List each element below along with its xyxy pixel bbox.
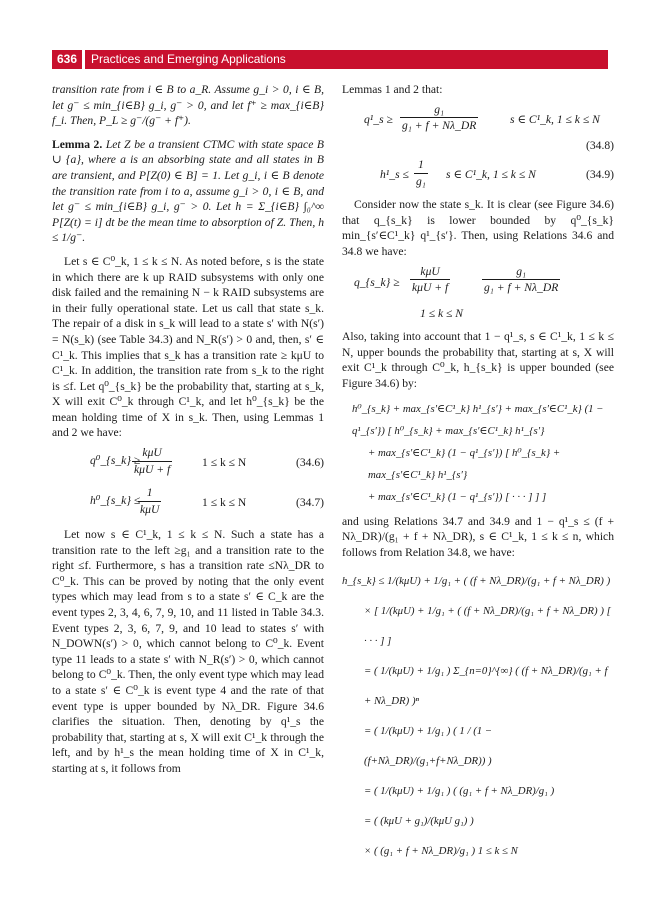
paragraph: and using Relations 34.7 and 34.9 and 1 − q¹_s ≤ (f + Nλ_DR)/(g₁ + f + Nλ_DR), s ∈ C¹_k, 1 ≤ k ≤ n, which follows from Relation 34.8, we have: (342, 514, 614, 559)
eq-line: h⁰_{s_k} + max_{s′∈C¹_k} h¹_{s′} + max_{s′∈C¹_k} (1 − q¹_{s′}) [ h⁰_{s_k} + max_{s′∈C¹_k} h¹_{s′} (352, 402, 604, 437)
equation-q-bound (342, 264, 614, 304)
equation-34-7 (52, 485, 324, 521)
eq-condition: s ∈ C¹_k, 1 ≤ k ≤ N (446, 168, 536, 182)
eq-fraction (482, 264, 560, 296)
eq-number: (34.6) (295, 456, 324, 470)
denominator: g₁ + f + Nλ_DR (402, 119, 477, 133)
equation-h-bound (342, 398, 614, 508)
eq-line: = ( 1/(kμU) + 1/g₁ ) ( (g₁ + f + Nλ_DR)/g₁ ) (364, 785, 555, 798)
eq-lhs: h¹_s ≤ (380, 168, 409, 182)
eq-lhs: q⁰_{s_k} ≥ (90, 454, 141, 468)
numerator: 1 (138, 485, 161, 502)
denominator: g₁ (416, 174, 426, 188)
lemma-2 (52, 137, 324, 246)
lead-text: Lemmas 1 and 2 that: (342, 83, 443, 96)
eq-line: h_{s_k} ≤ 1/(kμU) + 1/g₁ + ( (f + Nλ_DR)/(g₁ + f + Nλ_DR) ) (342, 575, 611, 588)
eq-line: × ( (g₁ + f + Nλ_DR)/g₁ ) 1 ≤ k ≤ N (364, 845, 518, 858)
numerator: kμU (410, 264, 450, 281)
page-number: 636 (52, 50, 82, 69)
eq-number: (34.8) (585, 138, 614, 152)
paragraph: Let s ∈ C⁰_k, 1 ≤ k ≤ N. As noted before, s is the state in which there are k up RAID subsystems with only one disk failed and the remaining N − k RAID subsystems are in their fully operational state. Let us call that state s_k. The repair of a disk in s_k will lead to a state s′ with N(s′) = N(s_k) (see Table 34.3) and N_R(s′) > 0 and, then, s′ ∈ C¹_k. This implies that s_k has a transition rate ≥ kμU to C¹_k. In addition, the transition rate from s_k to the right is ≤f. Let q⁰_{s_k} be the probability that, starting at s_k, X will exit C⁰_k through C¹_k, and let h⁰_{s_k} be the mean holding time of X in s_k. Then, using Lemmas 1 and 2 we have: (52, 254, 324, 440)
paragraph: Let now s ∈ C¹_k, 1 ≤ k ≤ N. Such a state has a transition rate to the left ≥g₁ and a transition rate to the right ≤f. Furthermore, s has a transition rate ≤Nλ_DR to C⁰_k. This can be proved by noting that the only event types which may lead from s to a state s′ ∈ C_k are the event types 2, 3, 4, 6, 7, 9, 10, and 11 listed in Table 34.3. Event types 2, 3, 6, 7, 9, and 10 lead to states s′ with N_DOWN(s′) > 0, which cannot belong to C⁰_k. Event type 11 leads to a state s′ with N_R(s′) > 0, which cannot belong to C⁰_k. Then, the only event type which may lead to a state s′ ∈ C⁰_k is event type 4 and the rate of that event type is upper bounded by Nλ_DR. Figure 34.6 clarifies the situation. Then, denoting by q¹_s the probability that, starting at s, X will exit C¹_k through the left, and by h¹_s the mean holding time of X in C¹_k, starting at s, it follows from (52, 528, 324, 775)
eq-fraction (414, 157, 428, 189)
eq-number: (34.7) (295, 496, 324, 510)
denominator: kμU + f (134, 462, 171, 476)
eq-condition: s ∈ C¹_k, 1 ≤ k ≤ N (510, 112, 600, 126)
numerator: 1 (414, 157, 428, 174)
eq-fraction (138, 485, 161, 517)
equation-34-6 (52, 445, 324, 481)
eq-lhs: h⁰_{s_k} ≤ (90, 494, 141, 508)
eq-condition: 1 ≤ k ≤ N (420, 306, 463, 320)
intro-text: transition rate from i ∈ B to a_R. Assume g_i > 0, i ∈ B, let g⁻ ≤ min_{i∈B} g_i, g⁻ > 0, and let f⁺ ≥ max_{i∈B} f_i. Then, P_L ≥ g⁻/(g⁻ + f⁺). (52, 83, 324, 128)
denominator: g₁ + f + Nλ_DR (484, 281, 559, 295)
eq-lhs: q_{s_k} ≥ (354, 275, 400, 289)
eq-condition: 1 ≤ k ≤ N (202, 456, 247, 470)
eq-fraction (410, 264, 450, 296)
running-title: Practices and Emerging Applications (85, 50, 608, 69)
eq-fraction (400, 102, 478, 134)
denominator: kμU (140, 502, 160, 516)
equation-34-8 (342, 102, 614, 138)
eq-line: + max_{s′∈C¹_k} (1 − q¹_{s′}) [ · · · ] ] ] (368, 490, 547, 503)
eq-line: = ( (kμU + g₁)/(kμU g₁) ) (364, 815, 474, 828)
eq-line: = ( 1/(kμU) + 1/g₁ ) ( 1 / (1 − (f+Nλ_DR)/(g₁+f+Nλ_DR)) ) (364, 725, 493, 768)
denominator: kμU + f (412, 281, 449, 295)
eq-line: + max_{s′∈C¹_k} (1 − q¹_{s′}) [ h⁰_{s_k} + max_{s′∈C¹_k} h¹_{s′} (368, 446, 561, 481)
right-column (342, 82, 614, 872)
eq-condition: 1 ≤ k ≤ N (202, 496, 247, 510)
eq-line: = ( 1/(kμU) + 1/g₁ ) Σ_{n=0}^{∞} ( (f + Nλ_DR)/(g₁ + f + Nλ_DR) )ⁿ (364, 665, 608, 708)
eq-lhs: q¹_s ≥ (364, 112, 393, 126)
eq-number: (34.9) (585, 168, 614, 182)
eq-fraction (132, 445, 172, 477)
paragraph: Also, taking into account that 1 − q¹_s, s ∈ C¹_k, 1 ≤ k ≤ N, upper bounds the probability that, starting at s, X will exit C¹_k through C⁰_k, h_{s_k} is upper bounded (see Figure 34.6) by: (342, 330, 614, 390)
equation-h-derivation (342, 566, 614, 866)
lemma-label: Lemma 2. (52, 137, 103, 151)
page-header (52, 50, 608, 69)
numerator: g₁ (400, 102, 478, 119)
numerator: kμU (132, 445, 172, 462)
equation-34-9 (342, 157, 614, 193)
lemma-text: Let Z be a transient CTMC with state space B ∪ {a}, where a is an absorbing state and all states in B are transient, and P[Z(0) ∈ B] = 1. Let g_i, i ∈ B denote the transition rate from i to a, assume g_i > 0, i ∈ B, and let g⁻ ≤ min_{i∈B} g_i, g⁻ > 0. Let h = Σ_{i∈B} ∫₀^∞ P[Z(t) = i] dt be the mean time to absorption of Z. Then, h ≤ 1/g⁻. (52, 137, 324, 245)
numerator: g₁ (482, 264, 560, 281)
left-column (52, 82, 324, 777)
eq-line: × [ 1/(kμU) + 1/g₁ + ( (f + Nλ_DR)/(g₁ + f + Nλ_DR) ) [ · · · ] ] (364, 605, 611, 648)
paragraph: Consider now the state s_k. It is clear (see Figure 34.6) that q_{s_k} is lower bounded by q⁰_{s_k} min_{s′∈C¹_k} q¹_{s′}. Then, using Relations 34.6 and 34.8 we have: (342, 198, 614, 258)
